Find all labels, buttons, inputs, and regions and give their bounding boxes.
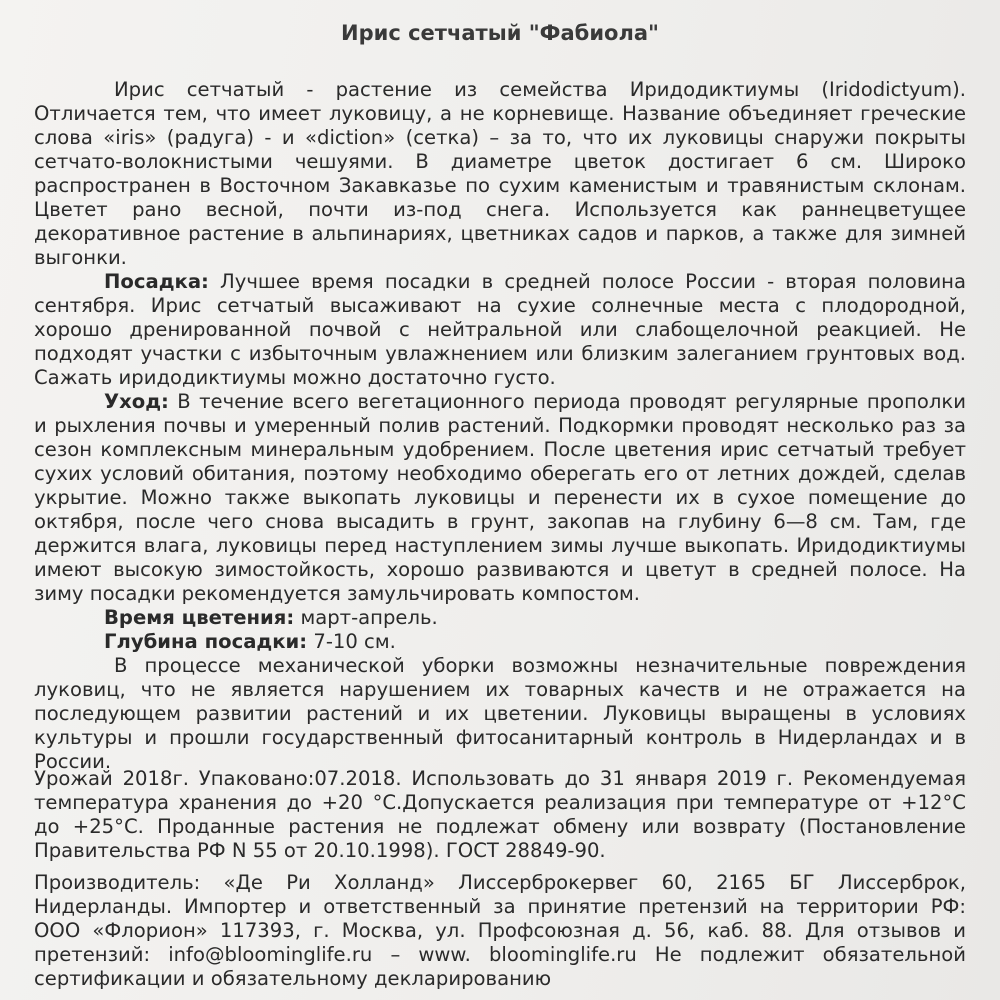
bloom-time-line: [34, 606, 966, 630]
producer-info-paragraph: Производитель: «Де Ри Холланд» Лиссерброкервег 60, 2165 БГ Лиссерброк, Нидерланды. Импортер и ответственный за принятие претензий на территории РФ: ООО «Флорион» 117393, г. Москва, ул. Профсоюзная д. 56, каб. 88. Для отзывов и претензий: info@bloominglife.ru – www. bloominglife.ru Не подлежит обязательной сертификации и обязательному декларированию: [34, 871, 966, 990]
care-label: Уход:: [104, 390, 169, 413]
description-body: [34, 78, 966, 774]
damage-note-paragraph: В процессе механической уборки возможны незначительные повреждения луковиц, что не является нарушением их товарных качеств и не отражается на последующем развитии растений и их цветении. Луковицы выращены в условиях культуры и прошли государственный фитосанитарный контроль в Нидерландах и в России.: [34, 654, 966, 773]
planting-paragraph: [34, 270, 966, 390]
planting-depth-label: Глубина посадки:: [104, 630, 308, 653]
planting-depth-value: 7-10 см.: [307, 630, 396, 653]
planting-text: Лучшее время посадки в средней полосе России - вторая половина сентября. Ирис сетчатый высаживают на сухие солнечные места с плодородной, хорошо дренированной почвой с нейтральной или слабощелочной реакцией. Не подходят участки с избыточным увлажнением или близким залеганием грунтовых вод. Сажать иридодиктиумы можно достаточно густо.: [34, 270, 966, 389]
harvest-info-paragraph: Урожай 2018г. Упаковано:07.2018. Использовать до 31 января 2019 г. Рекомендуемая температура хранения до +20 °С.Допускается реализация при температуре от +12°С до +25°С. Проданные растения не подлежат обмену или возврату (Постановление Правительства РФ N 55 от 20.10.1998). ГОСТ 28849-90.: [34, 767, 966, 862]
bloom-time-value: март-апрель.: [294, 606, 438, 629]
legal-info: [34, 767, 966, 991]
planting-label: Посадка:: [104, 270, 209, 293]
page-title: Ирис сетчатый "Фабиола": [341, 21, 659, 45]
planting-depth-line: [34, 630, 966, 654]
intro-paragraph: Ирис сетчатый - растение из семейства Иридодиктиумы (Iridodictyum). Отличается тем, что имеет луковицу, а не корневище. Название объединяет греческие слова «iris» (радуга) - и «diction» (сетка) – за то, что их луковицы снаружи покрыты сетчато-волокнистыми чешуями. В диаметре цветок достигает 6 см. Широко распространен в Восточном Закавказье по сухим каменистым и травянистым склонам. Цветет рано весной, почти из-под снега. Используется как раннецветущее декоративное растение в альпинариях, цветниках садов и парков, а также для зимней выгонки.: [34, 78, 966, 269]
bloom-time-label: Время цветения:: [104, 606, 295, 629]
care-text: В течение всего вегетационного периода проводят регулярные прополки и рыхления почвы и умеренный полив растений. Подкормки проводят несколько раз за сезон комплексным минеральным удобрением. После цветения ирис сетчатый требует сухих условий обитания, поэтому необходимо оберегать его от летних дождей, сделав укрытие. Можно также выкопать луковицы и перенести их в сухое помещение до октября, после чего снова высадить в грунт, закопав на глубину 6—8 см. Там, где держится влага, луковицы перед наступлением зимы лучше выкопать. Иридодиктиумы имеют высокую зимостойкость, хорошо развиваются и цветут в средней полосе. На зиму посадки рекомендуется замульчировать компостом.: [34, 390, 966, 605]
care-paragraph: [34, 390, 966, 606]
